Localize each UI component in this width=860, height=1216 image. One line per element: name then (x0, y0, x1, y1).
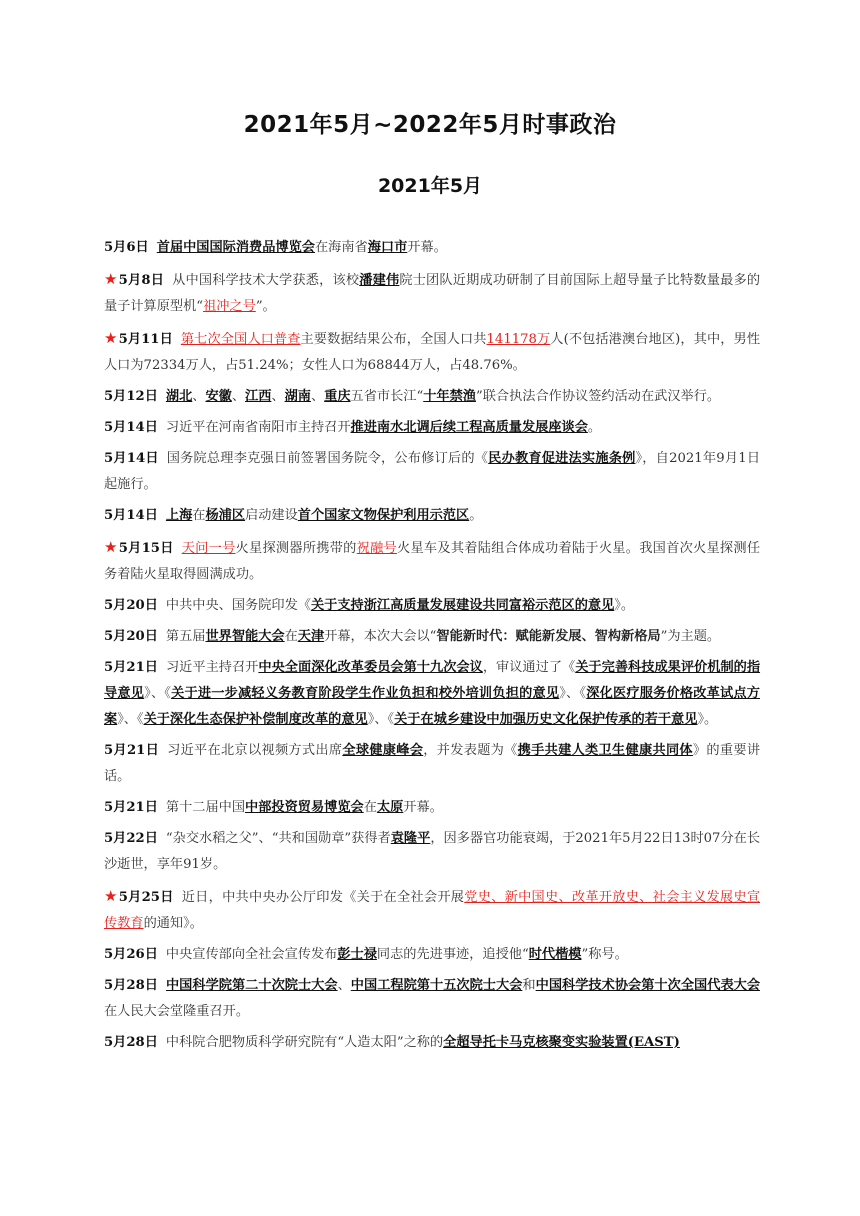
highlighted-term: 中央全面深化改革委员会第十九次会议 (258, 660, 483, 675)
highlighted-term: 党史、新中国史、改革开放史、社会主义发展史宣传教育 (104, 890, 761, 931)
entry-text: 习近平在北京以视频方式出席 (167, 743, 343, 758)
highlighted-term: 安徽 (205, 389, 232, 404)
entry-text: 开幕，本次大会以“ (324, 629, 437, 644)
entry-text: 习近平主持召开 (165, 660, 259, 675)
entry-text: 开幕。 (403, 800, 443, 815)
entry-text: 在海南省 (314, 240, 368, 255)
highlighted-term: 时代楷模 (528, 947, 582, 962)
entry-text: ”称号。 (581, 947, 628, 962)
entry-date: 5月12日 (104, 389, 158, 404)
highlighted-term: 十年禁渔 (423, 389, 476, 404)
entry-text: 》、《 (144, 686, 172, 701)
highlighted-term: 关于进一步减轻义务教育阶段学生作业负担和校外培训负担的意见 (171, 686, 560, 701)
entry-text: 》。 (697, 712, 718, 727)
highlighted-term: 首届中国国际消费品博览会 (156, 240, 315, 255)
entry-date: 5月25日 (118, 890, 174, 905)
entry-date: 5月6日 (104, 240, 149, 255)
highlighted-term: 关于完善科技成果评价机制的指导意见 (104, 660, 761, 701)
news-entry (104, 593, 760, 619)
entry-text: 第五届 (165, 629, 206, 644)
entry-text: 在 (363, 800, 377, 815)
highlighted-term: 杨浦区 (205, 508, 246, 523)
entry-date: 5月20日 (104, 629, 158, 644)
entry-date: 5月26日 (104, 947, 158, 962)
entry-text: ”为主题。 (660, 629, 721, 644)
entry-text: 、 (271, 389, 285, 404)
news-entry (104, 325, 760, 379)
entry-text: 》、《 (367, 712, 395, 727)
highlighted-term: 袁隆平 (390, 831, 431, 846)
highlighted-term: 天问一号 (181, 541, 236, 556)
entry-text: 五省市长江“ (350, 389, 424, 404)
entry-text: 国务院总理李克强日前签署国务院令，公布修订后的《 (166, 451, 489, 466)
news-entry (104, 1030, 760, 1056)
news-entry-list (104, 235, 760, 1061)
entry-text: 从中国科学技术大学获悉，该校 (172, 273, 360, 288)
entry-text: 火星探测器所携带的 (235, 541, 357, 556)
entry-text: 在 (192, 508, 206, 523)
star-icon: ★ (104, 538, 118, 556)
entry-text: 、 (337, 978, 351, 993)
highlighted-term: 潘建伟 (359, 273, 400, 288)
entry-text: 火星车及其着陆组合体成功着陆于火星。我国首次火星探测任务着陆火星取得圆满成功。 (104, 541, 761, 582)
entry-text: 启动建设 (245, 508, 298, 523)
highlighted-term: 首个国家文物保护利用示范区 (297, 508, 470, 523)
highlighted-term: 第七次全国人口普查 (180, 332, 301, 347)
section-heading: 2021年5月 (377, 175, 483, 197)
entry-text: ，审议通过了《 (482, 660, 576, 675)
highlighted-term: 关于深化生态保护补偿制度改革的意见 (143, 712, 368, 727)
news-entry (104, 446, 760, 498)
highlighted-term: 上海 (165, 508, 193, 523)
entry-text: 主要数据结果公布，全国人口共 (300, 332, 487, 347)
entry-text: 中共中央、国务院印发《 (165, 598, 311, 613)
entry-text: 、 (310, 389, 325, 404)
entry-text: 中央宣传部向全社会宣传发布 (165, 947, 338, 962)
entry-date: 5月14日 (104, 508, 158, 523)
highlighted-term: 全球健康峰会 (342, 743, 424, 758)
entry-text: 院士团队近期成功研制了目前国际上超导量子比特数量最多的量子计算原型机“ (104, 273, 761, 314)
entry-text: 习近平在河南省南阳市主持召开 (165, 420, 351, 435)
entry-date: 5月20日 (104, 598, 158, 613)
highlighted-term: 湖北 (165, 389, 193, 404)
entry-date: 5月8日 (118, 273, 165, 288)
highlighted-term: 中部投资贸易博览会 (245, 800, 364, 815)
entry-date: 5月21日 (104, 743, 160, 758)
highlighted-term: 中国工程院第十五次院士大会 (350, 978, 523, 993)
entry-text: 、 (231, 389, 246, 404)
entry-text: 、 (192, 389, 206, 404)
entry-text: 和 (522, 978, 536, 993)
highlighted-term: 全超导托卡马克核聚变实验装置(EAST) (443, 1035, 680, 1050)
highlighted-term: 江西 (245, 389, 272, 404)
highlighted-term: 海口市 (367, 240, 408, 255)
highlighted-term: 141178万 (486, 332, 551, 347)
entry-text: 中科院合肥物质科学研究院有“人造太阳”之称的 (165, 1035, 444, 1050)
news-entry (104, 655, 760, 733)
highlighted-term: 中国科学院第二十次院士大会 (165, 978, 338, 993)
highlighted-term: 彭士禄 (337, 947, 377, 962)
entry-date: 5月14日 (104, 451, 159, 466)
highlighted-term: 世界智能大会 (205, 629, 285, 644)
entry-text: 》。 (614, 598, 635, 613)
highlighted-term: 祖冲之号 (203, 299, 256, 314)
entry-date: 5月11日 (118, 332, 173, 347)
entry-text: 在人民大会堂隆重召开。 (104, 1004, 250, 1019)
entry-text: 》、《 (117, 712, 144, 727)
star-icon: ★ (104, 887, 118, 905)
entry-date: 5月22日 (104, 831, 158, 846)
entry-date: 5月21日 (104, 660, 158, 675)
news-entry (104, 266, 760, 320)
news-entry (104, 795, 760, 821)
entry-date: 5月28日 (104, 1035, 158, 1050)
entry-text: 》的重要讲话。 (104, 743, 761, 784)
star-icon: ★ (104, 270, 118, 288)
entry-text: “杂交水稻之父”、“共和国勋章”获得者 (165, 831, 391, 846)
news-entry (104, 384, 760, 410)
highlighted-term: 天津 (297, 629, 325, 644)
entry-text: 第十二届中国 (165, 800, 246, 815)
highlighted-term: 祝融号 (356, 541, 398, 556)
entry-text: 。 (469, 508, 483, 523)
entry-text: ，因多器官功能衰竭，于2021年5月22日13时07分在长沙逝世，享年91岁。 (104, 831, 761, 872)
news-entry (104, 624, 760, 650)
document-title: 2021年5月~2022年5月时事政治 (243, 112, 617, 138)
entry-date: 5月21日 (104, 800, 158, 815)
highlighted-term: 太原 (376, 800, 404, 815)
entry-date: 5月14日 (104, 420, 158, 435)
highlighted-term: 中国科学技术协会第十次全国代表大会 (535, 978, 761, 993)
news-entry (104, 534, 760, 588)
entry-text: ”。 (255, 299, 276, 314)
star-icon: ★ (104, 329, 118, 347)
news-entry (104, 738, 760, 790)
entry-text: 》，自2021年9月1日起施行。 (104, 451, 761, 492)
news-entry (104, 883, 760, 937)
highlighted-term: 推进南水北调后续工程高质量发展座谈会 (350, 420, 588, 435)
news-entry (104, 826, 760, 878)
highlighted-term: 智能新时代：赋能新发展、智构新格局 (436, 629, 661, 644)
highlighted-term: 重庆 (324, 389, 351, 404)
entry-text: 。 (587, 420, 602, 435)
entry-text: 人(不包括港澳台地区)，其中，男性人口为72334万人，占51.24%；女性人口为68844万人，占48.76%。 (104, 332, 761, 373)
highlighted-term: 关于支持浙江高质量发展建设共同富裕示范区的意见 (310, 598, 615, 613)
entry-text: 在 (284, 629, 298, 644)
news-entry (104, 235, 760, 261)
entry-date: 5月15日 (118, 541, 174, 556)
news-entry (104, 503, 760, 529)
entry-text: ，并发表题为《 (423, 743, 518, 758)
highlighted-term: 民办教育促进法实施条例 (488, 451, 636, 466)
highlighted-term: 深化医疗服务价格改革试点方案 (104, 686, 760, 727)
entry-text: 近日，中共中央办公厅印发《关于在全社会开展 (181, 890, 465, 905)
entry-text: 同志的先进事迹，追授他“ (376, 947, 529, 962)
entry-text: 开幕。 (407, 240, 447, 255)
highlighted-term: 携手共建人类卫生健康共同体 (517, 743, 693, 758)
entry-text: ”联合执法合作协议签约活动在武汉举行。 (475, 389, 721, 404)
highlighted-term: 关于在城乡建设中加强历史文化保护传承的若干意见 (394, 712, 698, 727)
entry-date: 5月28日 (104, 978, 158, 993)
entry-text: 的通知》。 (143, 916, 203, 931)
highlighted-term: 湖南 (284, 389, 311, 404)
entry-text: 》、《 (559, 686, 587, 701)
news-entry (104, 415, 760, 441)
news-entry (104, 973, 760, 1025)
news-entry (104, 942, 760, 968)
